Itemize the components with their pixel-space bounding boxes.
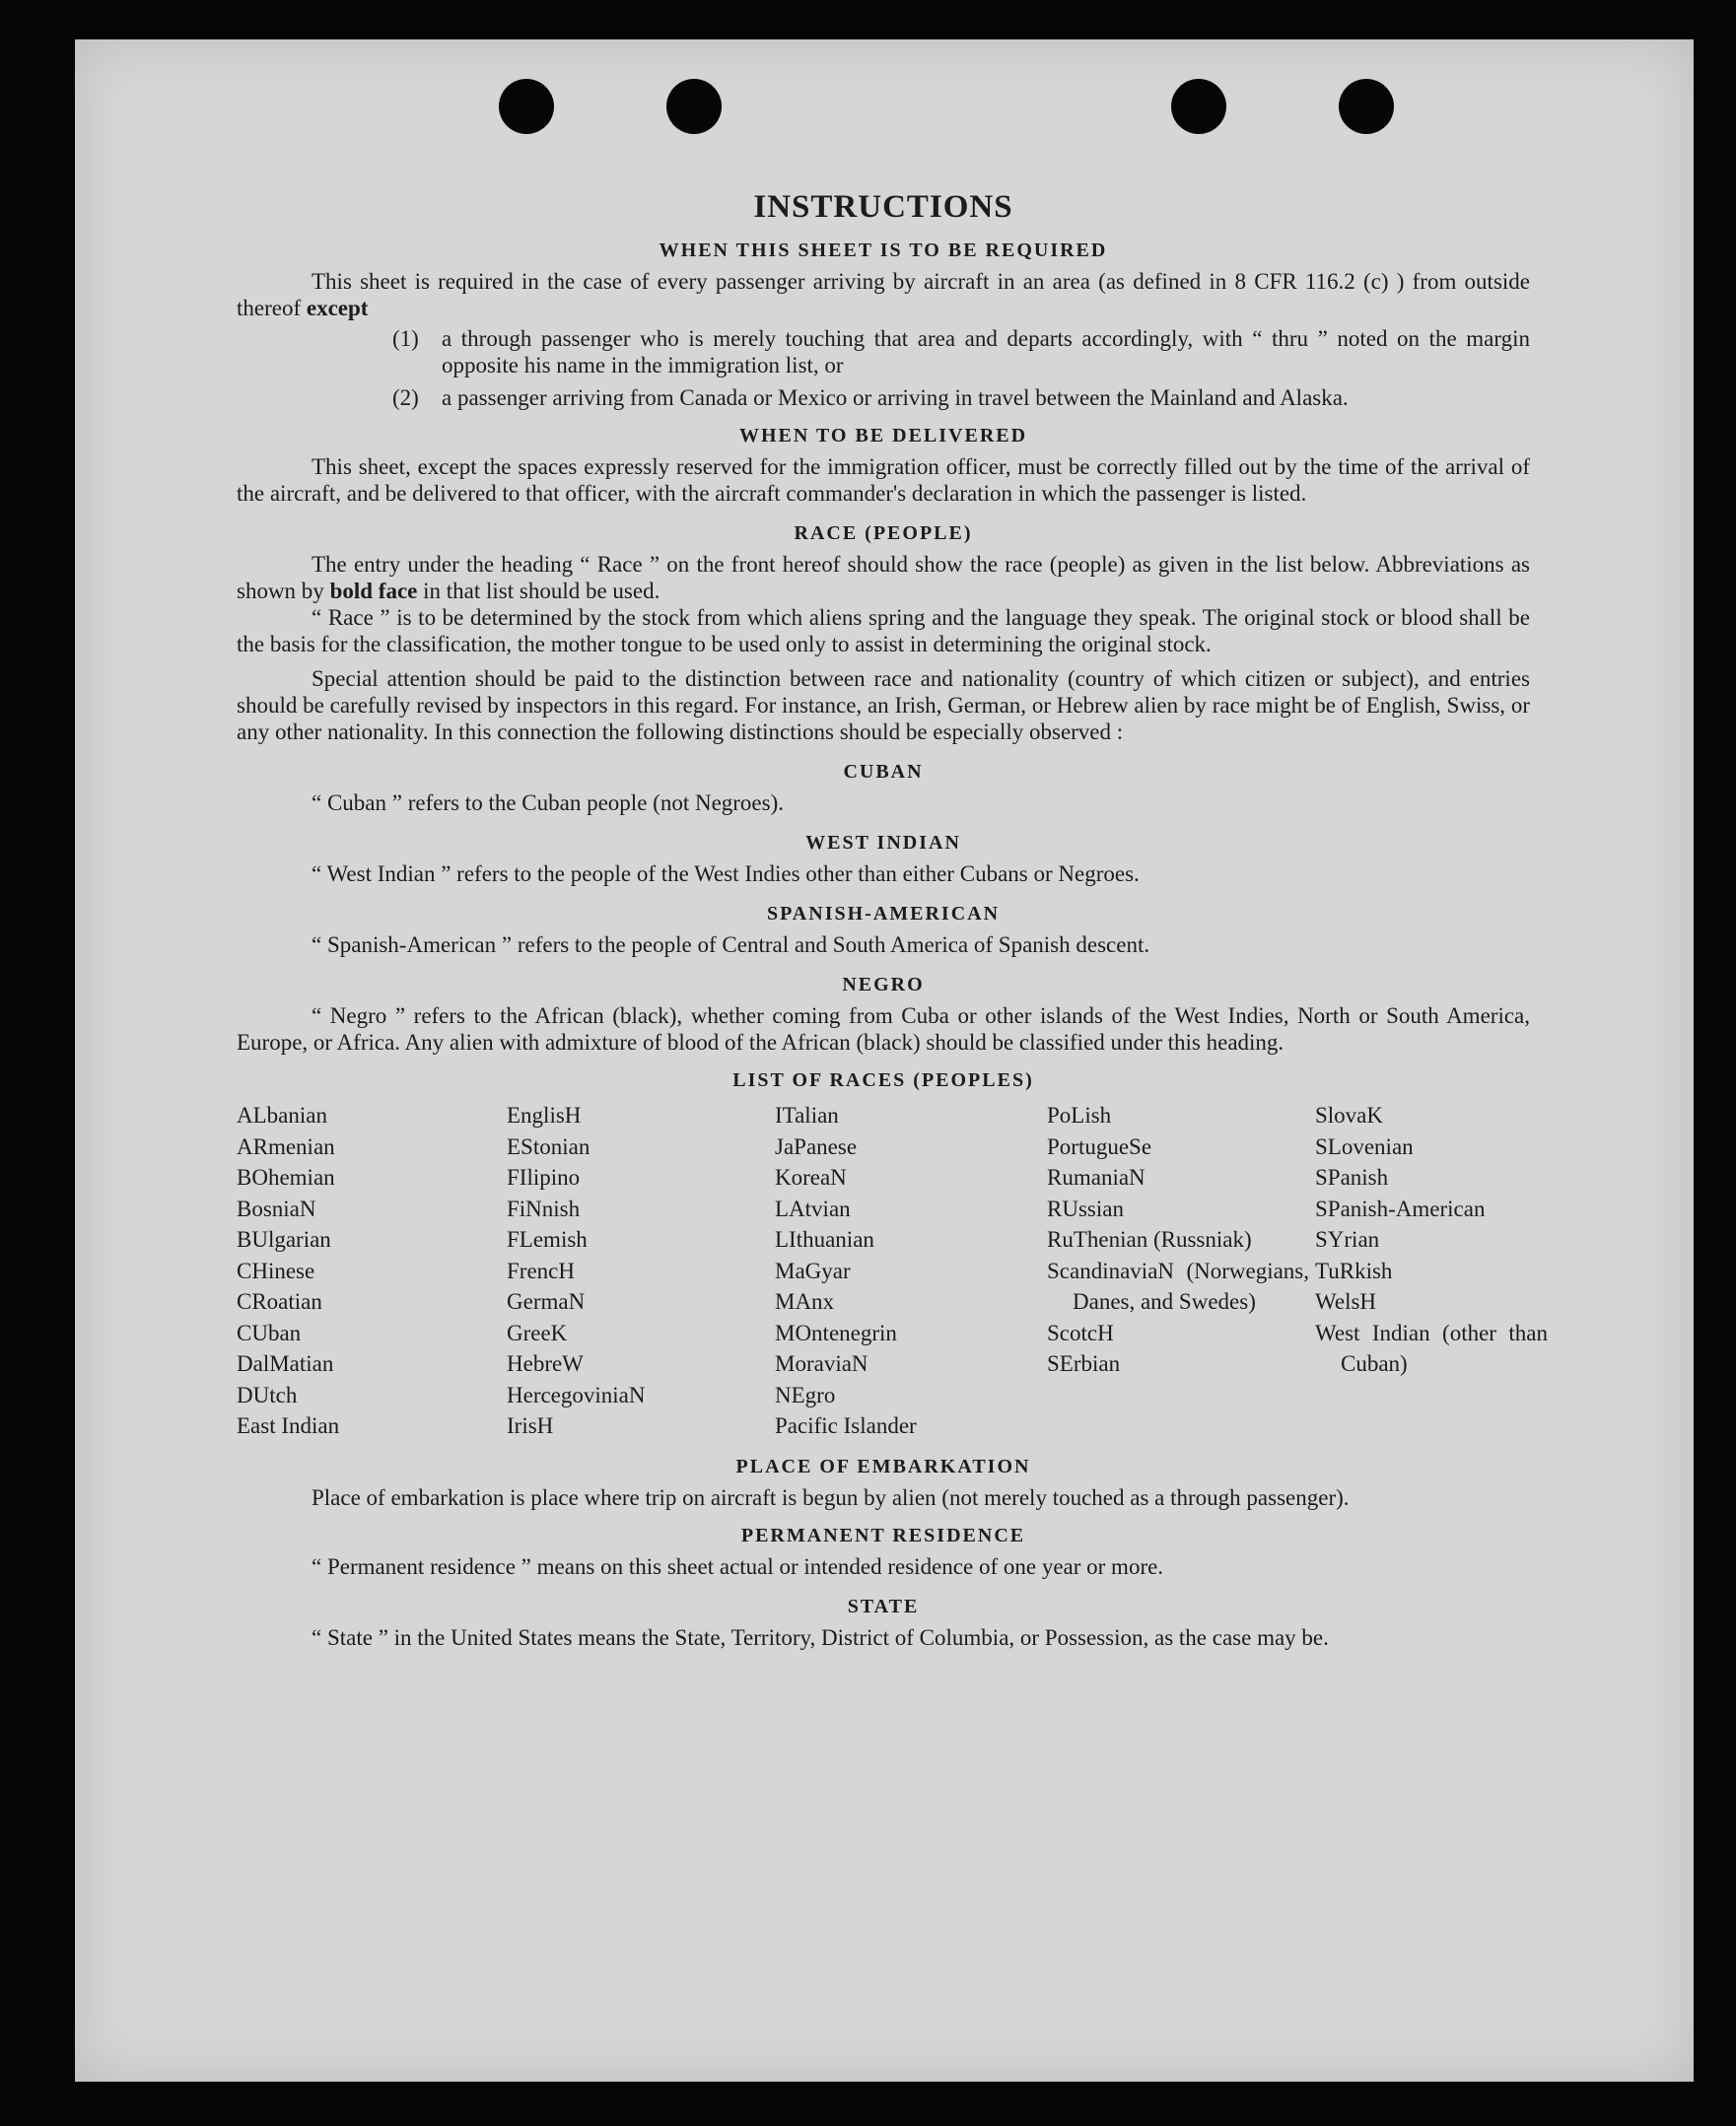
- race-item: RuThenian (Russniak): [1047, 1227, 1252, 1252]
- race-item: MAnx: [775, 1289, 835, 1314]
- race-item: MoraviaN: [775, 1351, 868, 1376]
- heading-when-required: WHEN THIS SHEET IS TO BE REQUIRED: [659, 240, 1108, 261]
- race-item: CUban: [237, 1320, 302, 1345]
- race-item: SPanish: [1315, 1165, 1389, 1190]
- race-item: GermaN: [507, 1289, 586, 1314]
- heading-place-of-embarkation: PLACE OF EMBARKATION: [735, 1455, 1031, 1477]
- race-item: DalMatian: [237, 1351, 334, 1376]
- race-item: West Indian (other than Cuban): [1315, 1320, 1548, 1376]
- heading-cuban: CUBAN: [843, 761, 924, 783]
- race-item: SPanish-American: [1315, 1196, 1486, 1221]
- race-item: IrisH: [507, 1413, 554, 1438]
- race-item: LIthuanian: [775, 1227, 874, 1252]
- race-item: BUlgarian: [237, 1227, 331, 1252]
- race-item: FiNnish: [507, 1196, 581, 1221]
- race-item: FrencH: [507, 1258, 575, 1283]
- races-column-4: [1047, 1100, 1315, 1442]
- race-item: CHinese: [237, 1258, 315, 1283]
- instructions-content: [237, 150, 1548, 1651]
- race-item: DUtch: [237, 1382, 298, 1407]
- race-item: PortugueSe: [1047, 1133, 1152, 1159]
- races-column-1: [237, 1100, 507, 1442]
- races-list: [237, 1100, 1548, 1442]
- race-item: RUssian: [1047, 1196, 1124, 1221]
- punch-hole: [1171, 79, 1226, 134]
- clause-1: (1) a through passenger who is merely touching that area and departs accordingly, with “ thru ” noted on the margin opposite his name in the immigration list, or: [392, 326, 1530, 377]
- races-column-5: [1315, 1100, 1548, 1442]
- heading-state: STATE: [847, 1595, 920, 1617]
- clause-2: (2) a passenger arriving from Canada or Mexico or arriving in travel between the Mainland and Alaska.: [392, 385, 1349, 410]
- west-indian-text: “ West Indian ” refers to the people of the West Indies other than either Cubans or Negroes.: [312, 861, 1140, 886]
- punch-hole: [666, 79, 722, 134]
- race-item: JaPanese: [775, 1133, 858, 1159]
- race-item: ALbanian: [237, 1103, 327, 1128]
- race-item: ScotcH: [1047, 1320, 1114, 1345]
- state-text: “ State ” in the United States means the State, Territory, District of Columbia, or Possession, as the case may be.: [312, 1624, 1329, 1650]
- race-item: FIlipino: [507, 1165, 581, 1190]
- race-item: ScandinaviaN (Norwegians, Danes, and Swedes): [1047, 1258, 1309, 1314]
- race-item: TuRkish: [1315, 1258, 1393, 1283]
- race-item: PoLish: [1047, 1103, 1112, 1128]
- race-item: EnglisH: [507, 1103, 582, 1128]
- race-paragraph-2: “ Race ” is to be determined by the stock from which aliens spring and the language they speak. The original stock or blood shall be the basis for the classification, the mother tongue to be used only to assist in determining the original stock.: [237, 605, 1530, 656]
- race-item: CRoatian: [237, 1289, 322, 1314]
- heading-list-of-races: LIST OF RACES (PEOPLES): [732, 1069, 1034, 1091]
- race-item: EStonian: [507, 1133, 590, 1159]
- race-item: MaGyar: [775, 1258, 851, 1283]
- race-paragraph-1: The entry under the heading “ Race ” on the front hereof should show the race (people) as given in the list below. Abbreviations as shown by bold face in that list should be used.: [237, 552, 1530, 603]
- heading-west-indian: WEST INDIAN: [805, 832, 961, 854]
- cuban-text: “ Cuban ” refers to the Cuban people (not Negroes).: [312, 790, 785, 815]
- race-item: ARmenian: [237, 1133, 335, 1159]
- race-item: RumaniaN: [1047, 1165, 1146, 1190]
- race-item: MOntenegrin: [775, 1320, 897, 1345]
- race-item: NEgro: [775, 1382, 836, 1407]
- race-item: SLovenian: [1315, 1133, 1414, 1159]
- heading-when-delivered: WHEN TO BE DELIVERED: [738, 425, 1028, 446]
- heading-race: RACE (PEOPLE): [794, 522, 973, 544]
- race-item: FLemish: [507, 1227, 588, 1252]
- race-item: LAtvian: [775, 1196, 851, 1221]
- race-item: SErbian: [1047, 1351, 1121, 1376]
- races-column-2: [507, 1100, 775, 1442]
- punch-hole: [499, 79, 554, 134]
- when-required-intro: This sheet is required in the case of every passenger arriving by aircraft in an area (as defined in 8 CFR 116.2 (c) ) from outside thereof except: [237, 269, 1530, 320]
- race-item: East Indian: [237, 1413, 340, 1438]
- race-item: SYrian: [1315, 1227, 1380, 1252]
- race-item: ITalian: [775, 1103, 839, 1128]
- heading-spanish-american: SPANISH-AMERICAN: [766, 903, 1001, 925]
- heading-negro: NEGRO: [842, 974, 925, 995]
- spanish-american-text: “ Spanish-American ” refers to the people of Central and South America of Spanish descent.: [312, 932, 1150, 957]
- residence-text: “ Permanent residence ” means on this sheet actual or intended residence of one year or more.: [312, 1553, 1164, 1579]
- embarkation-text: Place of embarkation is place where trip on aircraft is begun by alien (not merely touched as a through passenger).: [312, 1484, 1350, 1510]
- race-item: SlovaK: [1315, 1103, 1383, 1128]
- race-item: HebreW: [507, 1351, 584, 1376]
- race-item: HercegoviniaN: [507, 1382, 646, 1407]
- heading-permanent-residence: PERMANENT RESIDENCE: [740, 1524, 1026, 1546]
- race-item: BOhemian: [237, 1165, 335, 1190]
- races-column-3: [775, 1100, 1047, 1442]
- race-item: KoreaN: [775, 1165, 847, 1190]
- punch-hole: [1339, 79, 1394, 134]
- race-paragraph-3: Special attention should be paid to the distinction between race and nationality (country of which citizen or subject), and entries should be carefully revised by inspectors in this regard. For instance, an Irish, German, or Hebrew alien by race might be of English, Swiss, or any other nationality. In this connection the following distinctions should be especially observed :: [237, 666, 1530, 744]
- page-title: INSTRUCTIONS: [753, 189, 1013, 225]
- negro-text: “ Negro ” refers to the African (black), whether coming from Cuba or other islands of the West Indies, North or South America, Europe, or Africa. Any alien with admixture of blood of the African (black) should be classified under this heading.: [237, 1003, 1530, 1055]
- when-delivered-text: This sheet, except the spaces expressly reserved for the immigration officer, must be correctly filled out by the time of the arrival of the aircraft, and be delivered to that officer, with the aircraft commander's declaration in which the passenger is listed.: [237, 454, 1530, 506]
- race-item: GreeK: [507, 1320, 568, 1345]
- document-sheet: [75, 39, 1694, 2082]
- race-item: BosniaN: [237, 1196, 316, 1221]
- race-item: WelsH: [1315, 1289, 1377, 1314]
- race-item: Pacific Islander: [775, 1413, 917, 1438]
